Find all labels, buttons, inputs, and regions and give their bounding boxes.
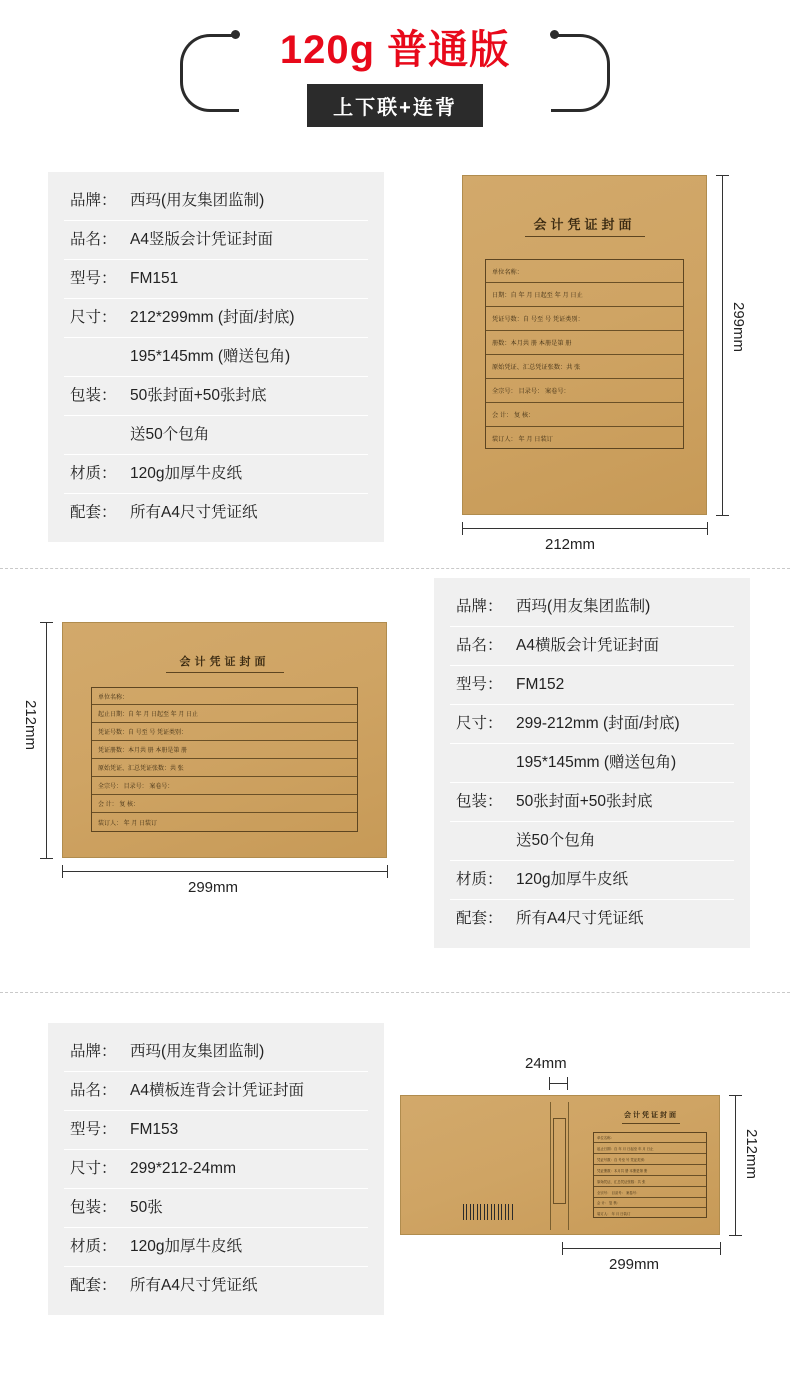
spine-label-box [553,1118,566,1204]
header-banner [0,0,790,150]
cover-field: 册数：本月共 册 本册是第 册 [486,331,683,355]
spec-value: 送50个包角 [130,426,210,443]
spec-row [64,1267,368,1305]
spine-fold-line-left [550,1102,551,1230]
spec-value: A4竖版会计凭证封面 [130,231,273,248]
cover-field: 凭证号数：自 号至 号 凭证类别： [594,1154,706,1165]
cover-title: 会计凭证封面 [533,217,636,232]
spec-value: FM151 [130,270,179,287]
spec-row [64,494,368,532]
spec-value: 120g加厚牛皮纸 [130,465,242,482]
spec-row [64,1033,368,1072]
dimension-line-height [722,175,723,515]
spec-label: 配套： [70,504,117,521]
cover-field: 全宗号： 目录号： 案卷号： [92,777,357,795]
cover-field: 全宗号： 目录号： 案卷号： [486,379,683,403]
spec-value: 212*299mm (封面/封底) [130,309,295,326]
spec-row [64,221,368,260]
cover-front-panel [581,1096,721,1236]
dimension-line-width [462,528,707,529]
spec-row [64,1111,368,1150]
spec-value: 299-212mm (封面/封底) [516,715,680,732]
dimension-label-height: 212mm [22,700,39,751]
spec-row [64,299,368,338]
cover-field: 装订人： 年 月 日装订 [597,1212,631,1216]
cover-title-underline [525,236,645,237]
spec-value: 50张 [130,1199,163,1216]
cover-fields-box [593,1132,707,1218]
section-fm151 [0,150,790,570]
cover-field: 凭证号数：自 号至 号 凭证类别： [92,723,357,741]
spec-row [64,1228,368,1267]
dimension-cap [729,1235,742,1236]
spec-value: 50张封面+50张封底 [130,387,267,404]
dimension-cap [462,522,463,535]
spec-row [64,338,368,377]
spec-value: 西玛(用友集团监制) [516,598,651,615]
spec-label: 包装： [70,387,117,404]
spec-table-fm152 [434,578,750,948]
spec-row [450,627,734,666]
cover-field: 起止日期：自 年 月 日起至 年 月 日止 [594,1143,706,1154]
cover-field: 单位名称： [92,688,357,705]
spec-row [450,588,734,627]
spec-label: 尺寸： [70,1160,117,1177]
spec-row [64,260,368,299]
spec-label: 尺寸： [70,309,117,326]
spec-value: 西玛(用友集团监制) [130,192,265,209]
dimension-label-width: 299mm [188,879,239,896]
dimension-cap [716,515,729,516]
spec-label: 材质： [70,1238,117,1255]
cover-field: 全宗号： 目录号： 案卷号： [594,1187,706,1198]
spec-value: 所有A4尺寸凭证纸 [130,1277,258,1294]
cover-field: 会 计： 复 核： [486,403,683,427]
page-subtitle: 上下联+连背 [307,84,483,127]
dimension-cap [729,1095,742,1096]
cover-title-underline [622,1123,680,1124]
dimension-label-height: 299mm [730,302,747,353]
spec-value: FM152 [516,676,565,693]
dimension-line-width [562,1248,720,1249]
spec-value: 120g加厚牛皮纸 [130,1238,242,1255]
spec-value: 195*145mm (赠送包角) [516,754,677,771]
spec-row [64,182,368,221]
spec-value: 所有A4尺寸凭证纸 [130,504,258,521]
cover-field: 单位名称： [486,260,683,283]
spec-value: 所有A4尺寸凭证纸 [516,910,644,927]
dimension-cap [387,865,388,878]
cover-fields-box [91,687,358,832]
spec-row [64,1150,368,1189]
spec-value: 西玛(用友集团监制) [130,1043,265,1060]
spec-row [450,822,734,861]
cover-field: 单位名称： [594,1133,706,1143]
dimension-label-height: 212mm [743,1129,760,1180]
section-fm152 [0,570,790,995]
dimension-cap [549,1077,550,1090]
cover-title-underline [166,672,284,673]
spec-row [64,1189,368,1228]
spec-row [64,377,368,416]
dimension-cap [720,1242,721,1255]
spec-label: 品名： [456,637,503,654]
dimension-cap [62,865,63,878]
barcode-icon [463,1204,515,1220]
spec-label: 配套： [70,1277,117,1294]
spec-value: A4横板连背会计凭证封面 [130,1082,304,1099]
dimension-cap [716,175,729,176]
spec-value: 送50个包角 [516,832,596,849]
cover-field: 日期：自 年 月 日起至 年 月 日止 [486,283,683,307]
spec-label: 配套： [456,910,503,927]
spine-fold-line-right [568,1102,569,1230]
spec-value: A4横版会计凭证封面 [516,637,659,654]
spec-row [450,861,734,900]
spec-value: 50张封面+50张封底 [516,793,653,810]
dimension-cap [707,522,708,535]
cover-field: 原始凭证、汇总凭证张数：共 张 [486,355,683,379]
spec-row [450,900,734,938]
page-title: 120g 普通版 [279,28,511,72]
cover-title: 会计凭证封面 [179,656,270,668]
spec-label: 型号： [456,676,503,693]
spec-label: 型号： [70,1121,117,1138]
dimension-line-width [62,871,387,872]
spec-label: 品名： [70,231,117,248]
spec-row [450,705,734,744]
dimension-cap [567,1077,568,1090]
spec-value: 299*212-24mm [130,1160,236,1177]
spec-label: 包装： [70,1199,117,1216]
spec-label: 材质： [70,465,117,482]
dimension-line-height [46,622,47,858]
cover-field: 原始凭证、汇总凭证张数：共 张 [594,1176,706,1187]
spec-value: 195*145mm (赠送包角) [130,348,291,365]
spec-label: 包装： [456,793,503,810]
dimension-cap [40,622,53,623]
cover-field: 起止日期：自 年 月 日起至 年 月 日止 [92,705,357,723]
dimension-line-spine [549,1083,567,1084]
spec-row [450,744,734,783]
spec-label: 品牌： [70,1043,117,1060]
dimension-label-width: 299mm [609,1256,660,1273]
spec-label: 品牌： [70,192,117,209]
cover-field: 会 计： 复 核： [92,795,357,813]
spec-label: 材质： [456,871,503,888]
product-image-fm151 [462,175,707,515]
spec-table-fm153 [48,1023,384,1315]
section-divider [0,992,790,993]
dimension-label-spine: 24mm [525,1055,567,1072]
cover-field: 装订人： 年 月 日装订 [492,436,553,443]
spec-row [64,455,368,494]
cover-field: 凭证号数：自 号至 号 凭证类别： [486,307,683,331]
spec-row [64,416,368,455]
cover-field: 凭证册数：本月共 册 本册是第 册 [594,1165,706,1176]
dimension-label-width: 212mm [545,536,596,553]
section-divider [0,568,790,569]
spec-label: 品名： [70,1082,117,1099]
dimension-line-height [735,1095,736,1235]
spec-label: 品牌： [456,598,503,615]
cover-title: 会计凭证封面 [624,1112,678,1119]
dimension-cap [40,858,53,859]
spec-row [450,666,734,705]
dimension-cap [562,1242,563,1255]
section-fm153 [0,995,790,1385]
cover-field: 会 计： 复 核： [594,1198,706,1208]
product-image-fm153 [400,1095,720,1235]
spec-value: FM153 [130,1121,179,1138]
spec-label: 尺寸： [456,715,503,732]
spec-table-fm151 [48,172,384,542]
cover-field: 凭证册数：本月共 册 本册是第 册 [92,741,357,759]
spec-label: 型号： [70,270,117,287]
cover-fields-box [485,259,684,449]
cover-field: 装订人： 年 月 日装订 [98,820,158,827]
spec-value: 120g加厚牛皮纸 [516,871,628,888]
spec-row [450,783,734,822]
spec-row [64,1072,368,1111]
cover-field: 原始凭证、汇总凭证张数：共 张 [92,759,357,777]
product-image-fm152 [62,622,387,858]
